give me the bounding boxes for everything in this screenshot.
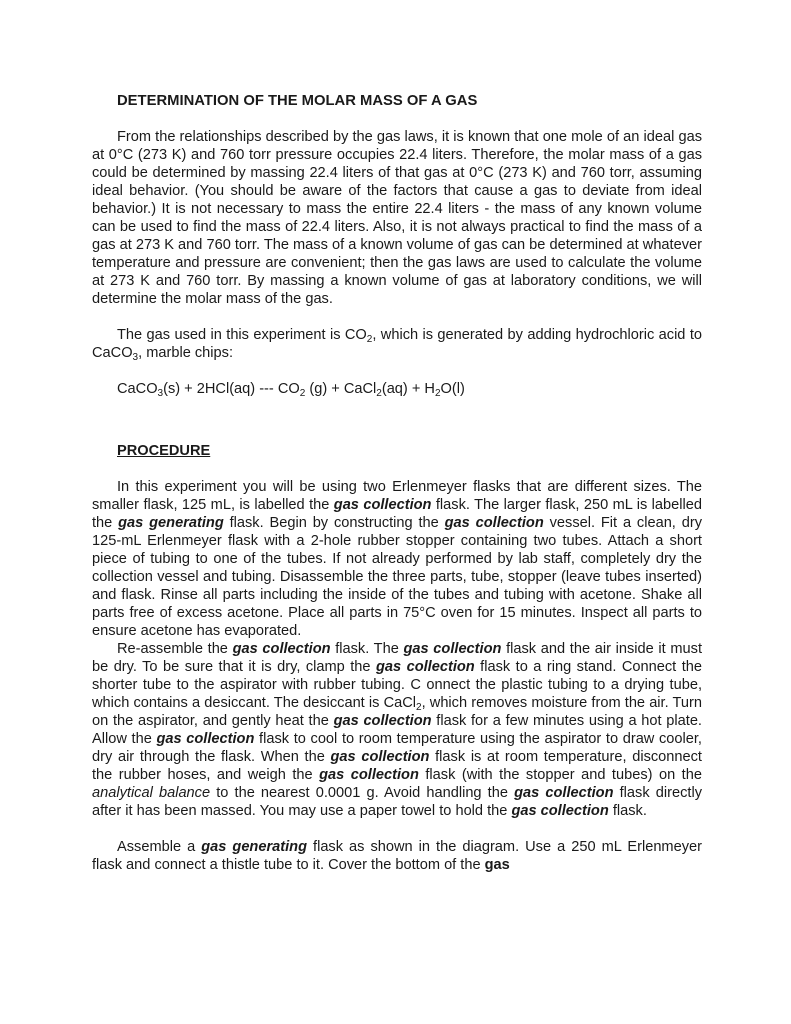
gas-paragraph: The gas used in this experiment is $CO_2$, which is generated by adding hydrochloric acid to CaCO$_3$, marble chips: [92, 327, 702, 363]
procedure-heading: PROCEDURE [117, 443, 211, 459]
spacer [92, 362, 702, 380]
intro-paragraph: From the relationships described by the gas laws, it is known that one mole of an ideal gas at 0°C (273 K) and 760 torr pressure occupies 22.4 liters. Therefore, the molar mass of a gas could be determined by massing 22.4 liters of that gas at 0°C (273 K) and 760 torr, assuming ideal behavior. (You should be aware of the factors that cause a gas to deviate from ideal behavior.) It is not necessary to mass the entire 22.4 liters - the mass of any known volume can be used to find the mass of 22.4 liters. Also, it is not always practical to find the mass of a gas at 273 K and 760 torr. The mass of a known volume of gas can be determined at whatever temperature and pressure are convenient; then the gas laws are used to calculate the volume at 273 K and 760 torr. By massing a known volume of gas at laboratory conditions, we will determine the molar mass of the gas. [92, 129, 702, 307]
spacer [92, 398, 702, 442]
spacer [92, 820, 702, 838]
procedure-paragraph-1: In this experiment you will be using two Erlenmeyer flasks that are different sizes. The smaller flask, 125 mL, is labelled the gas collection flask. The larger flask, 250 mL is labelled the gas generating flask. Begin by constructing the gas collection vessel. Fit a clean, dry 125-mL Erlenmeyer flask with a 2-hole rubber stopper containing two tubes. Attach a short piece of tubing to one of the tubes. If not already performed by lab staff, completely dry the collection vessel and tubing. Disassemble the three parts, tube, stopper (leave tubes inserted) and flask. Rinse all parts including the inside of the tubes and tubing with acetone. Shake all parts free of excess acetone. Place all parts in 75°C oven for 15 minutes. Inspect all parts to ensure acetone has evaporated. [92, 479, 702, 639]
document-title: DETERMINATION OF THE MOLAR MASS OF A GAS [117, 93, 478, 109]
document-page [92, 92, 702, 874]
procedure-paragraph-2: Re-assemble the gas collection flask. The gas collection flask and the air inside it must be dry. To be sure that it is dry, clamp the gas collection flask to a ring stand. Connect the shorter tube to the aspirator with rubber tubing. C onnect the plastic tubing to a drying tube, which contains a desiccant. The desiccant is CaCl$_2$, which removes moisture from the air. Turn on the aspirator, and gently heat the gas collection flask for a few minutes using a hot plate. Allow the gas collection flask to cool to room temperature using the aspirator to draw cooler, dry air through the flask. When the gas collection flask is at room temperature, disconnect the rubber hoses, and weigh the gas collection flask (with the stopper and tubes) on the analytical balance to the nearest 0.0001 g. Avoid handling the gas collection flask directly after it has been massed. You may use a paper towel to hold the gas collection flask. [92, 641, 703, 819]
reaction-equation: CaCO$_3$(s) + 2HCl(aq) --- $CO_2$ (g) + CaCl$_2$(aq) + $H_2O(l)$ [117, 381, 465, 399]
spacer [92, 308, 702, 326]
procedure-paragraph-3: Assemble a gas generating flask as shown in the diagram. Use a 250 mL Erlenmeyer flask and connect a thistle tube to it. Cover the bottom of the gas [92, 839, 702, 873]
